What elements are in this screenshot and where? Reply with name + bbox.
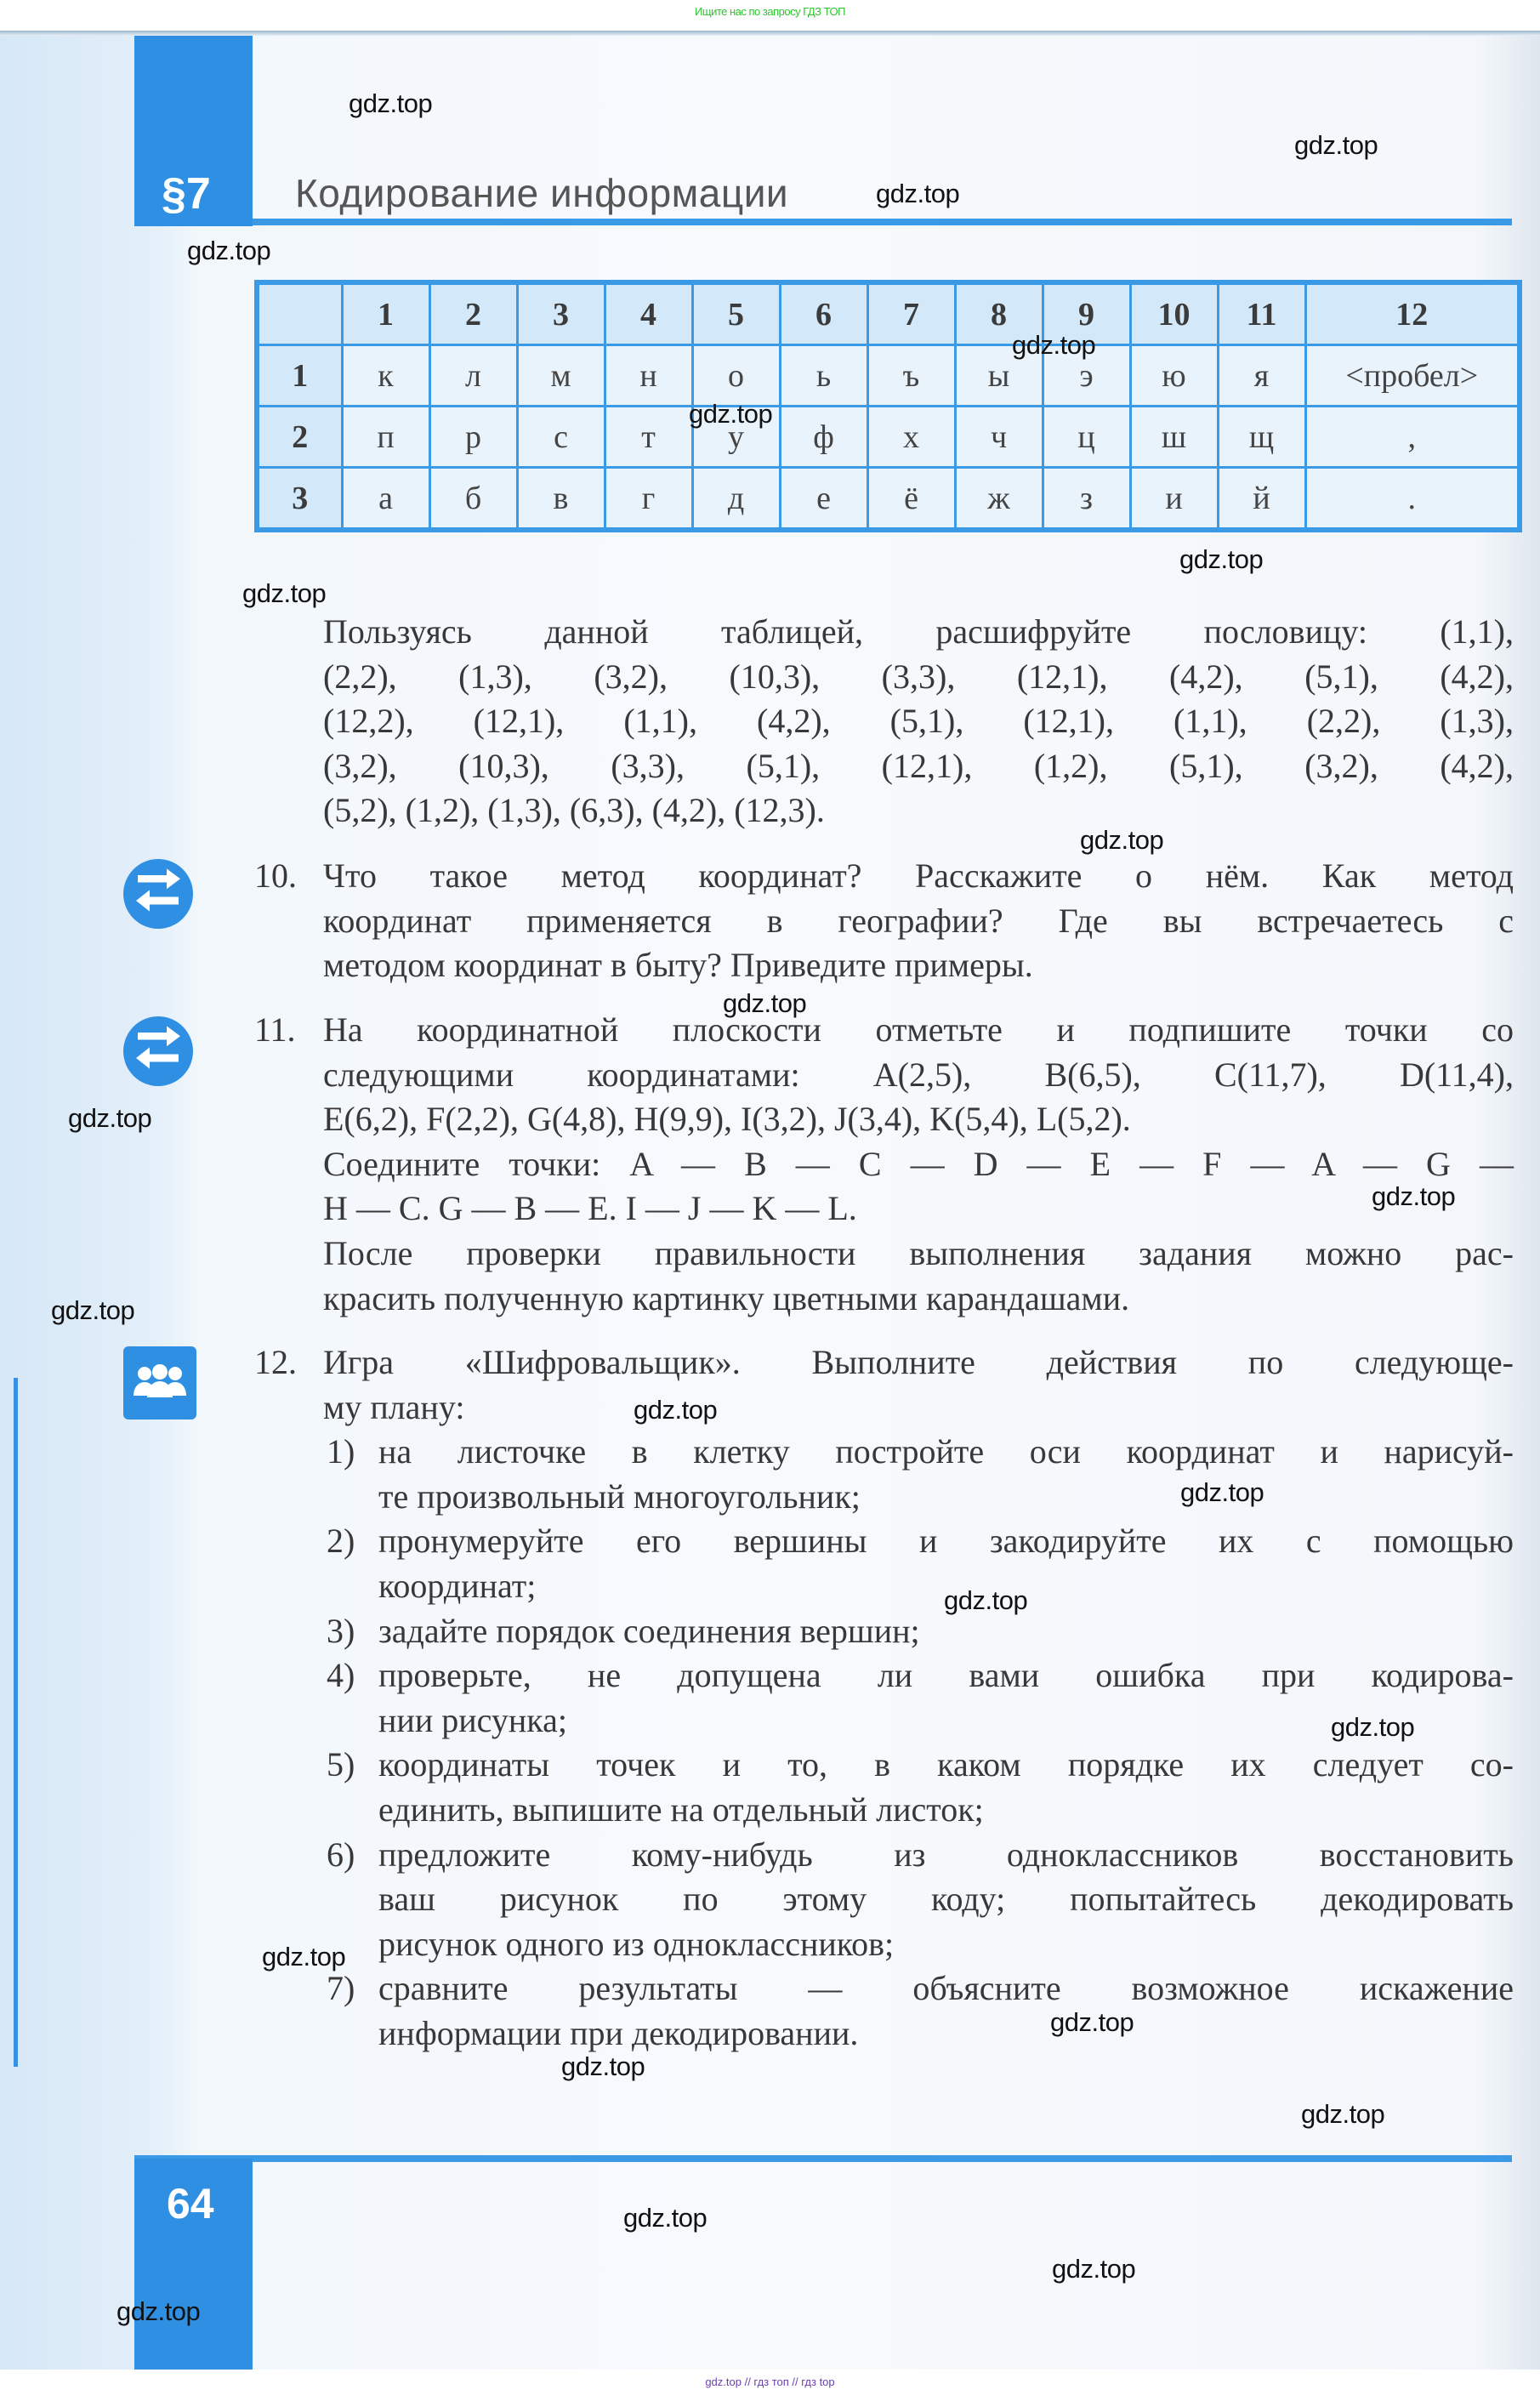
step-number: 6) — [327, 1835, 355, 1874]
list-item — [323, 1966, 1514, 2056]
section-number: §7 — [162, 169, 211, 219]
watermark: gdz.top — [634, 1395, 718, 1425]
text-line: рисунок одного из одноклассников; — [378, 1924, 895, 1963]
column-header: 6 — [780, 282, 867, 345]
text-line: сравните результаты — объясните возможное искажение — [378, 1969, 1514, 2008]
text-line: красить полученную картинку цветными карандашами. — [323, 1278, 1130, 1317]
step-number: 5) — [327, 1745, 355, 1784]
text-line: му плану: — [323, 1387, 465, 1426]
column-header: 8 — [955, 282, 1043, 345]
column-header: 3 — [517, 282, 605, 345]
watermark: gdz.top — [1050, 2007, 1134, 2037]
task-10 — [254, 854, 1514, 988]
text-line: Игра «Шифровальщик». Выполните действия по следующе- — [323, 1343, 1514, 1381]
table-cell: ф — [780, 407, 867, 468]
watermark: gdz.top — [689, 399, 773, 429]
step-number: 2) — [327, 1522, 355, 1561]
table-cell: п — [342, 407, 429, 468]
table-cell: з — [1043, 468, 1130, 531]
task-number: 12. — [254, 1343, 297, 1381]
group-work-icon — [123, 1346, 196, 1424]
step-number: 4) — [327, 1656, 355, 1695]
row-header: 2 — [257, 407, 342, 468]
step-number: 7) — [327, 1969, 355, 2008]
text-line: следующими координатами: A(2,5), B(6,5), C(11,7), D(11,4), — [323, 1055, 1514, 1094]
list-item — [323, 1833, 1514, 1967]
watermark: gdz.top — [1331, 1712, 1415, 1742]
table-cell: к — [342, 345, 429, 407]
coding-table — [254, 280, 1522, 532]
table-cell: м — [517, 345, 605, 407]
text-line: Что такое метод координат? Расскажите о нём. Как метод — [323, 856, 1514, 895]
section-title: Кодирование информации — [295, 171, 789, 215]
table-cell: ж — [955, 468, 1043, 531]
page-number: 64 — [167, 2180, 214, 2227]
watermark: gdz.top — [623, 2203, 707, 2233]
table-cell: и — [1130, 468, 1218, 531]
text-line: единить, выпишите на отдельный листок; — [378, 1789, 984, 1829]
bottom-banner-text: gdz.top // гдз топ // гдз top — [705, 2375, 835, 2388]
table-header-row — [257, 282, 1520, 345]
text-line: проверьте, не допущена ли вами ошибка при кодирова- — [378, 1656, 1514, 1695]
text-line: ваш рисунок по этому коду; попытайтесь декодировать — [378, 1880, 1514, 1919]
text-line: (5,2), (1,2), (1,3), (6,3), (4,2), (12,3). — [323, 791, 825, 830]
footer-divider — [134, 2155, 1512, 2162]
table-cell: р — [429, 407, 517, 468]
text-line: задайте порядок соединения вершин; — [378, 1611, 920, 1650]
step-number: 1) — [327, 1432, 355, 1471]
list-item — [323, 1430, 1514, 1519]
table-cell: у — [692, 407, 780, 468]
watermark: gdz.top — [242, 578, 327, 608]
task-12-steps — [323, 1430, 1514, 2056]
text-line: те произвольный многоугольник; — [378, 1476, 861, 1516]
task-11 — [254, 1008, 1514, 1321]
watermark: gdz.top — [262, 1942, 346, 1971]
bottom-banner — [0, 2370, 1540, 2401]
table-cell: й — [1218, 468, 1305, 531]
table-cell: я — [1218, 345, 1305, 407]
table-cell: э — [1043, 345, 1130, 407]
list-item — [323, 1743, 1514, 1832]
text-line: На координатной плоскости отметьте и подпишите точки со — [323, 1010, 1514, 1049]
watermark: gdz.top — [723, 988, 807, 1018]
watermark: gdz.top — [944, 1585, 1028, 1615]
text-line: координат применяется в географии? Где вы встречаетесь с — [323, 901, 1514, 940]
table-corner-cell — [257, 282, 342, 345]
column-header: 12 — [1305, 282, 1520, 345]
table-row — [257, 468, 1520, 531]
row-header: 3 — [257, 468, 342, 531]
table-cell: , — [1305, 407, 1520, 468]
watermark: gdz.top — [349, 88, 433, 118]
text-line: на листочке в клетку постройте оси координат и нарисуй- — [378, 1432, 1514, 1471]
column-header: 7 — [867, 282, 955, 345]
table-cell: . — [1305, 468, 1520, 531]
table-cell: ь — [780, 345, 867, 407]
watermark: gdz.top — [561, 2051, 645, 2081]
watermark: gdz.top — [51, 1295, 135, 1325]
text-line: (3,2), (10,3), (3,3), (5,1), (12,1), (1,2), (5,1), (3,2), (4,2), — [323, 746, 1514, 785]
table-cell: ш — [1130, 407, 1218, 468]
task-number: 10. — [254, 856, 297, 895]
watermark: gdz.top — [1080, 825, 1164, 855]
column-header: 10 — [1130, 282, 1218, 345]
text-line: пронумеруйте его вершины и закодируйте их с помощью — [378, 1522, 1514, 1561]
table-cell: <пробел> — [1305, 345, 1520, 407]
text-line: координаты точек и то, в каком порядке их следует со- — [378, 1745, 1514, 1784]
text-line: Соедините точки: A — B — C — D — E — F — A — G — — [323, 1144, 1514, 1183]
table-cell: в — [517, 468, 605, 531]
table-cell: т — [605, 407, 692, 468]
table-cell: ч — [955, 407, 1043, 468]
table-cell: щ — [1218, 407, 1305, 468]
top-banner — [0, 0, 1540, 31]
watermark: gdz.top — [1294, 130, 1378, 160]
watermark: gdz.top — [876, 179, 960, 208]
watermark: gdz.top — [1372, 1181, 1456, 1211]
column-header: 4 — [605, 282, 692, 345]
row-header: 1 — [257, 345, 342, 407]
table-cell: ю — [1130, 345, 1218, 407]
table-cell: ы — [955, 345, 1043, 407]
list-item — [323, 1609, 1514, 1654]
top-banner-text: Ищите нас по запросу ГДЗ ТОП — [695, 5, 845, 18]
table-cell: с — [517, 407, 605, 468]
watermark: gdz.top — [1052, 2254, 1136, 2284]
list-item — [323, 1519, 1514, 1608]
text-line: (12,2), (12,1), (1,1), (4,2), (5,1), (12,1), (1,1), (2,2), (1,3), — [323, 702, 1514, 741]
text-line: Пользуясь данной таблицей, расшифруйте пословицу: (1,1), — [323, 612, 1514, 651]
column-header: 5 — [692, 282, 780, 345]
table-cell: л — [429, 345, 517, 407]
task-number: 11. — [254, 1010, 296, 1049]
exchange-arrows-icon — [122, 858, 194, 934]
header-divider — [253, 219, 1512, 225]
text-line: После проверки правильности выполнения задания можно рас- — [323, 1233, 1514, 1272]
watermark: gdz.top — [1179, 544, 1264, 574]
watermark: gdz.top — [116, 2296, 201, 2326]
table-row — [257, 345, 1520, 407]
watermark: gdz.top — [187, 236, 271, 265]
table-cell: д — [692, 468, 780, 531]
table-cell: о — [692, 345, 780, 407]
text-line: методом координат в быту? Приведите примеры. — [323, 946, 1033, 985]
text-line: (2,2), (1,3), (3,2), (10,3), (3,3), (12,1), (4,2), (5,1), (4,2), — [323, 657, 1514, 696]
table-cell: ц — [1043, 407, 1130, 468]
column-header: 9 — [1043, 282, 1130, 345]
text-line: информации при декодировании. — [378, 2013, 859, 2052]
text-line: нии рисунка; — [378, 1700, 567, 1739]
watermark: gdz.top — [1012, 330, 1096, 360]
table-cell: а — [342, 468, 429, 531]
column-header: 1 — [342, 282, 429, 345]
step-number: 3) — [327, 1611, 355, 1650]
table-cell: н — [605, 345, 692, 407]
table-cell: х — [867, 407, 955, 468]
text-line: H — C. G — B — E. I — J — K — L. — [323, 1189, 857, 1228]
exchange-arrows-icon — [122, 1016, 194, 1091]
table-row — [257, 407, 1520, 468]
table-cell: ё — [867, 468, 955, 531]
task-9-text — [323, 610, 1514, 834]
watermark: gdz.top — [1180, 1477, 1264, 1507]
column-header: 11 — [1218, 282, 1305, 345]
table-cell: ъ — [867, 345, 955, 407]
table-cell: е — [780, 468, 867, 531]
table-cell: б — [429, 468, 517, 531]
text-line: E(6,2), F(2,2), G(4,8), H(9,9), I(3,2), J(3,4), K(5,4), L(5,2). — [323, 1100, 1131, 1139]
watermark: gdz.top — [1301, 2099, 1385, 2129]
table-cell: г — [605, 468, 692, 531]
text-line: предложите кому-нибудь из одноклассников восстановить — [378, 1835, 1514, 1874]
margin-bar — [14, 1378, 18, 2067]
watermark: gdz.top — [68, 1103, 152, 1133]
column-header: 2 — [429, 282, 517, 345]
text-line: координат; — [378, 1566, 537, 1605]
